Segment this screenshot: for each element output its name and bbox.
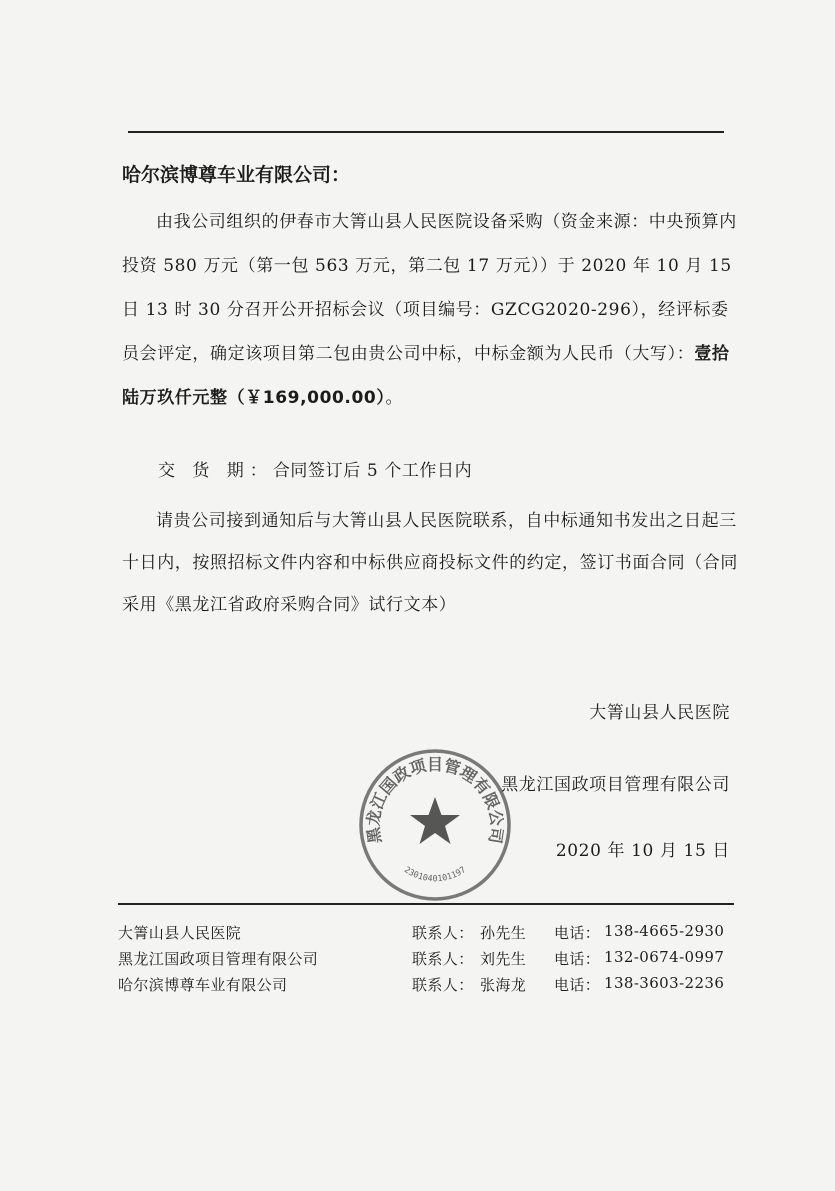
delivery-label: 交 货 期： [158, 461, 273, 481]
issue-date: 2020 年 10 月 15 日 [555, 841, 730, 861]
contact-phone: 138-4665-2930 [604, 922, 725, 940]
tel-label: 电话： [554, 976, 601, 994]
contact-org: 大箐山县人民医院 [118, 924, 242, 942]
contact-phone: 132-0674-0997 [604, 948, 725, 966]
contact-phone: 138-3603-2236 [604, 974, 725, 992]
contact-name: 张海龙 [480, 976, 527, 994]
body-paragraph [122, 200, 742, 420]
contact-label: 联系人： [412, 950, 474, 968]
contact-name: 孙先生 [480, 924, 527, 942]
award-amount: 壹拾陆万玖仟元整（￥169,000.00） [122, 344, 730, 408]
contact-org: 哈尔滨博尊车业有限公司 [118, 976, 288, 994]
tel-label: 电话： [554, 924, 601, 942]
contact-name: 刘先生 [480, 950, 527, 968]
delivery-line [158, 456, 472, 481]
bottom-rule [118, 903, 734, 905]
contact-org: 黑龙江国政项目管理有限公司 [118, 950, 319, 968]
tel-label: 电话： [554, 950, 601, 968]
svg-text:2301040101197: 2301040101197 [402, 865, 468, 885]
svg-text:黑龙江国政项目管理有限公司: 黑龙江国政项目管理有限公司 [363, 755, 507, 845]
body-end: 。 [385, 388, 404, 408]
seal-star-icon [410, 797, 460, 844]
body-text: 由我公司组织的伊春市大箐山县人民医院设备采购（资金来源：中央预算内投资 580 万元（第一包 563 万元，第二包 17 万元））于 2020 年 10 月 15 日 13 时 30 分召开公开招标会议（项目编号：GZCG2020-296），经评标委员会评定，确定该项目第二包由贵公司中标，中标金额为人民币（大写）： [122, 212, 737, 364]
contact-label: 联系人： [412, 976, 474, 994]
contract-paragraph: 请贵公司接到通知后与大箐山县人民医院联系，自中标通知书发出之日起三十日内，按照招标文件内容和中标供应商投标文件的约定，签订书面合同（合同采用《黑龙江省政府采购合同》试行文本） [122, 511, 738, 615]
signatory-hospital: 大箐山县人民医院 [589, 703, 730, 723]
signatory-agency: 黑龙江国政项目管理有限公司 [501, 775, 730, 795]
top-rule [128, 131, 724, 133]
contact-label: 联系人： [412, 924, 474, 942]
official-seal [355, 745, 515, 905]
delivery-value: 合同签订后 5 个工作日内 [272, 461, 473, 481]
addressee: 哈尔滨博尊车业有限公司： [122, 164, 351, 186]
